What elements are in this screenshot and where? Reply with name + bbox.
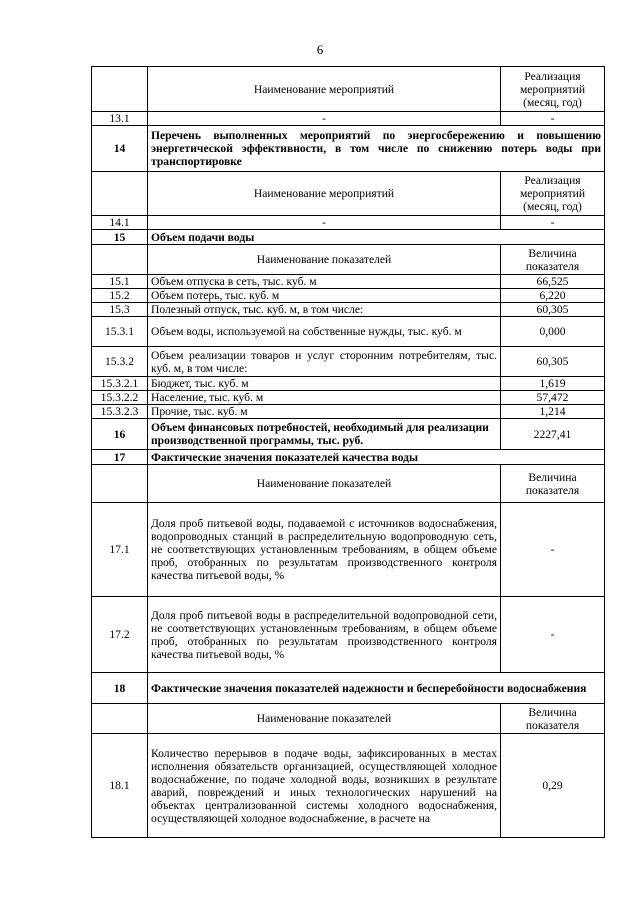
section-row-16 [92,419,605,450]
row-number: 15.3.1 [92,317,148,347]
indicators-table [91,66,605,838]
row-value: 66,525 [501,275,605,289]
section-title: Перечень выполненных мероприятий по энергосбережению и повышению энергетической эффективности, в том числе по снижению потерь воды при транспортировке [148,126,605,172]
table-row [92,391,605,405]
section-title: Объем финансовых потребностей, необходимый для реализации производственной программы, тыс. руб. [148,419,501,450]
table-row [92,216,605,230]
section-number: 18 [92,673,148,704]
table-header-row [92,172,605,216]
row-value: 60,305 [501,347,605,377]
row-number: 18.1 [92,734,148,838]
section-number: 17 [92,450,148,465]
header-name-cell: Наименование показателей [148,465,501,503]
row-value: 1,214 [501,405,605,419]
row-number: 15.3.2.2 [92,391,148,405]
row-number: 14.1 [92,216,148,230]
section-number: 14 [92,126,148,172]
row-number: 15.3.2 [92,347,148,377]
empty-cell [92,704,148,734]
empty-cell [92,67,148,112]
row-value: 1,619 [501,377,605,391]
page-number: 6 [316,42,324,57]
header-value-cell: Величина показателя [501,704,605,734]
section-row-14 [92,126,605,172]
table-row [92,112,605,126]
row-value: 57,472 [501,391,605,405]
section-title: Объем подачи воды [148,230,605,245]
table-row [92,303,605,317]
row-number: 15.3.2.3 [92,405,148,419]
table-header-row [92,465,605,503]
header-name-cell: Наименование мероприятий [148,67,501,112]
table-row [92,503,605,597]
row-name: Объем воды, используемой на собственные нужды, тыс. куб. м [148,317,501,347]
section-row-17 [92,450,605,465]
row-number: 15.3.2.1 [92,377,148,391]
table-header-row [92,245,605,275]
table-row [92,347,605,377]
header-value-cell: Величина показателя [501,465,605,503]
section-value: 2227,41 [501,419,605,450]
section-row-18 [92,673,605,704]
header-name-cell: Наименование показателей [148,704,501,734]
section-number: 15 [92,230,148,245]
row-name: Полезный отпуск, тыс. куб. м, в том числе: [148,303,501,317]
row-number: 15.2 [92,289,148,303]
row-name: - [148,216,501,230]
row-name: Бюджет, тыс. куб. м [148,377,501,391]
row-name: Доля проб питьевой воды, подаваемой с источников водоснабжения, водопроводных станций в распределительную водопроводную сеть, не соответствующих установленным требованиям, в общем объеме проб, отобранных по результатам производственного контроля качества питьевой воды, % [148,503,501,597]
row-number: 15.3 [92,303,148,317]
table-row [92,734,605,838]
table-row [92,275,605,289]
row-name: Объем реализации товаров и услуг сторонним потребителям, тыс. куб. м, в том числе: [148,347,501,377]
row-name: Количество перерывов в подаче воды, зафиксированных в местах исполнения обязательств организацией, осуществляющей холодное водоснабжение, по подаче холодной воды, возникших в результате аварий, повреждений и иных технологических нарушений на объектах централизованной системы холодного водоснабжения, осуществляющей холодное водоснабжение, в расчете на [148,734,501,838]
row-name: Прочие, тыс. куб. м [148,405,501,419]
table-header-row [92,704,605,734]
empty-cell [92,245,148,275]
table-row [92,317,605,347]
header-name-cell: Наименование показателей [148,245,501,275]
row-value: 6,220 [501,289,605,303]
row-name: - [148,112,501,126]
row-value: 60,305 [501,303,605,317]
row-name: Доля проб питьевой воды в распределительной водопроводной сети, не соответствующих установленным требованиям, в общем объеме проб, отобранных по результатам производственного контроля качества питьевой воды, % [148,597,501,673]
section-title: Фактические значения показателей надежности и бесперебойности водоснабжения [148,673,605,704]
row-value: - [501,597,605,673]
header-value-cell: Величина показателя [501,245,605,275]
empty-cell [92,172,148,216]
row-name: Объем потерь, тыс. куб. м [148,289,501,303]
empty-cell [92,465,148,503]
row-value: 0,29 [501,734,605,838]
section-title: Фактические значения показателей качества воды [148,450,605,465]
section-number: 16 [92,419,148,450]
header-name-cell: Наименование мероприятий [148,172,501,216]
table-row [92,597,605,673]
row-number: 17.2 [92,597,148,673]
table-row [92,405,605,419]
table-row [92,289,605,303]
header-realization-cell: Реализация мероприятий (месяц, год) [501,67,605,112]
row-name: Население, тыс. куб. м [148,391,501,405]
row-value: - [501,503,605,597]
row-number: 15.1 [92,275,148,289]
row-name: Объем отпуска в сеть, тыс. куб. м [148,275,501,289]
row-number: 13.1 [92,112,148,126]
header-realization-cell: Реализация мероприятий (месяц, год) [501,172,605,216]
row-value: - [501,216,605,230]
section-row-15 [92,230,605,245]
table-row [92,377,605,391]
row-number: 17.1 [92,503,148,597]
table-header-row [92,67,605,112]
row-value: 0,000 [501,317,605,347]
row-value: - [501,112,605,126]
